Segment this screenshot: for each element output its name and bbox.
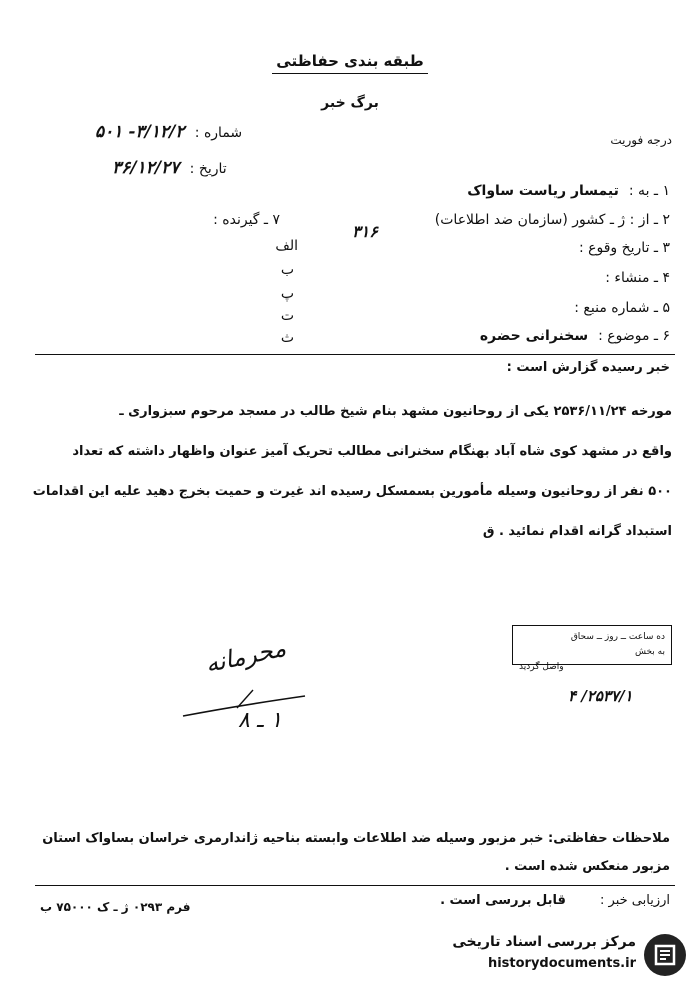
evaluation-label: ارزیابی خبر :	[600, 893, 670, 908]
receipt-stamp	[512, 625, 672, 672]
number-value: ۳/۱۲/۲- ۵۰۱	[95, 122, 185, 142]
handwritten-note: محرمانه	[202, 633, 289, 679]
divider-line	[35, 885, 675, 886]
recipient-item: ث	[280, 330, 294, 346]
field-origin: ۴ ـ منشاء :	[605, 270, 670, 286]
stamp-line: واصل گردید	[519, 662, 564, 672]
recipient-item: الف	[275, 238, 298, 254]
recipient-item: ب	[280, 262, 294, 278]
classification-heading: طبقه بندی حفاظتی	[0, 52, 700, 70]
form-number: فرم ۰۲۹۳ ژ ـ ک ۷۵۰۰۰ ب	[40, 900, 191, 914]
date-label: تاریخ :	[189, 161, 227, 177]
field-event-date: ۳ ـ تاریخ وقوع :	[578, 240, 670, 256]
body-line: مورخه ۲۵۳۶/۱۱/۲۴ یکی از روحانیون مشهد بنام شیخ طالب در مسجد مرحوم سبزواری ـ	[119, 404, 672, 419]
stamp-line: ده ساعت ــ روز ــ سحاق	[570, 632, 665, 642]
body-line: واقع در مشهد کوی شاه آباد بهنگام سخنرانی مطالب تحریک آمیز عنوان واظهار داشته که تعداد	[72, 444, 672, 459]
stamp-line: به بخش	[635, 647, 665, 657]
received-date: ۲۵۳۷/۱/ ۴	[568, 687, 633, 705]
report-body	[32, 392, 672, 552]
field-subject: ۶ ـ موضوع :سخنرانی حضره	[479, 328, 670, 344]
sheet-title: برگ خبر	[321, 95, 379, 111]
archive-logo-icon	[644, 934, 686, 976]
recipients-label: ۷ ـ گیرنده :	[213, 212, 280, 228]
evaluation	[440, 893, 670, 908]
margin-code: ۳۱۶	[352, 222, 378, 241]
field-from: ۲ ـ از : ژ ـ کشور (سازمان ضد اطلاعات)	[434, 212, 670, 228]
divider-line	[35, 354, 675, 355]
field-source-number: ۵ ـ شماره منبع :	[574, 300, 670, 316]
report-greeting: خبر رسیده گزارش است :	[506, 360, 670, 375]
handwritten-ref: ۱ ـ ۸	[238, 708, 283, 733]
body-line: استبداد گرانه اقدام نمائید . ق	[482, 524, 672, 539]
evaluation-value: قابل بررسی است .	[440, 893, 566, 908]
field-to: ۱ ـ به :تیمسار ریاست ساواک	[467, 183, 670, 199]
date-value: ۳۶/۱۲/۲۷	[112, 158, 180, 178]
recipient-item: پ	[280, 286, 294, 302]
document-number	[95, 122, 242, 142]
body-line: ۵۰۰ نفر از روحانیون وسیله مأمورین بسمسکل رسیده اند غیرت و حمیت بخرج دهید علیه این اقدامات	[32, 484, 672, 499]
document-date	[112, 158, 227, 178]
security-observations: ملاحظات حفاظتی: خبر مزبور وسیله ضد اطلاعات وابسته بناحیه ژاندارمری خراسان بساواک استان مزبور منعکس شده است .	[42, 831, 670, 874]
number-label: شماره :	[194, 125, 243, 141]
archive-name: مرکز بررسی اسناد تاریخی	[452, 934, 636, 950]
recipient-item: ت	[280, 308, 294, 324]
archive-url: historydocuments.ir	[487, 956, 636, 971]
archive-watermark	[405, 932, 690, 982]
urgency-degree-label: درجه فوریت	[610, 133, 672, 147]
